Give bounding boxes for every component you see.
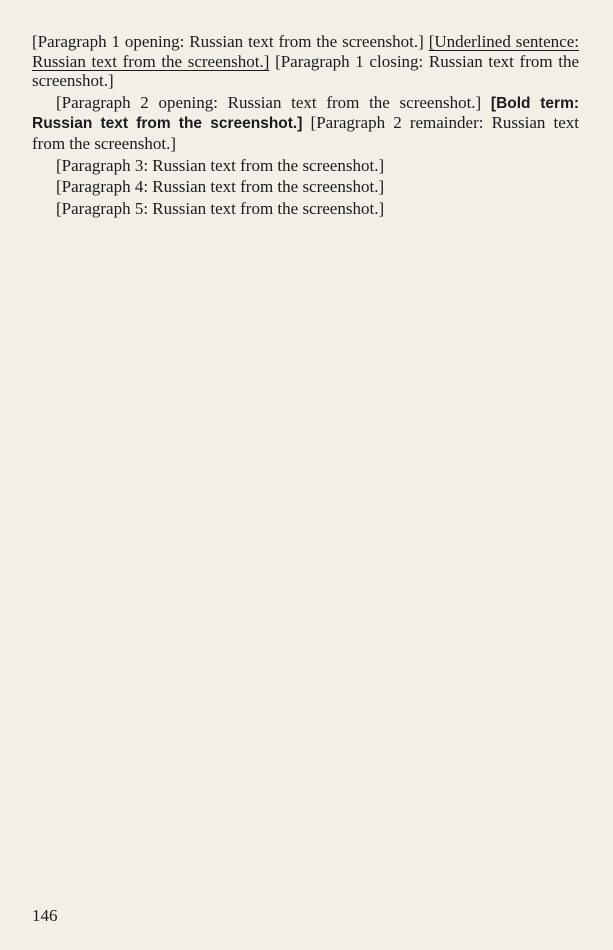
paragraph-1 — [32, 32, 579, 91]
paragraph-1-lead: [Paragraph 1 opening: Russian text from the screenshot.] — [32, 32, 424, 51]
paragraph-5-text: [Paragraph 5: Russian text from the screenshot.] — [56, 198, 385, 218]
paragraph-3-text: [Paragraph 3: Russian text from the screenshot.] — [56, 155, 385, 175]
paragraph-2 — [32, 93, 579, 154]
paragraph-5 — [32, 199, 579, 219]
paragraph-2-after: [Paragraph 2 remainder: Russian text from the screenshot.] — [32, 113, 580, 153]
paragraph-4-text: [Paragraph 4: Russian text from the screenshot.] — [56, 177, 385, 197]
paragraph-2-before: [Paragraph 2 opening: Russian text from the screenshot.] — [56, 92, 482, 112]
body-text — [32, 32, 579, 218]
paragraph-1-tail: [Paragraph 1 closing: Russian text from the screenshot.] — [32, 51, 579, 91]
paragraph-3 — [32, 156, 579, 176]
paragraph-4 — [32, 177, 579, 197]
page-number: 146 — [32, 906, 58, 925]
paragraph-2-emphasis: [Bold term: Russian text from the screenshot.] — [32, 94, 580, 133]
paragraph-1-underlined: [Underlined sentence: Russian text from the screenshot.] — [32, 32, 579, 71]
